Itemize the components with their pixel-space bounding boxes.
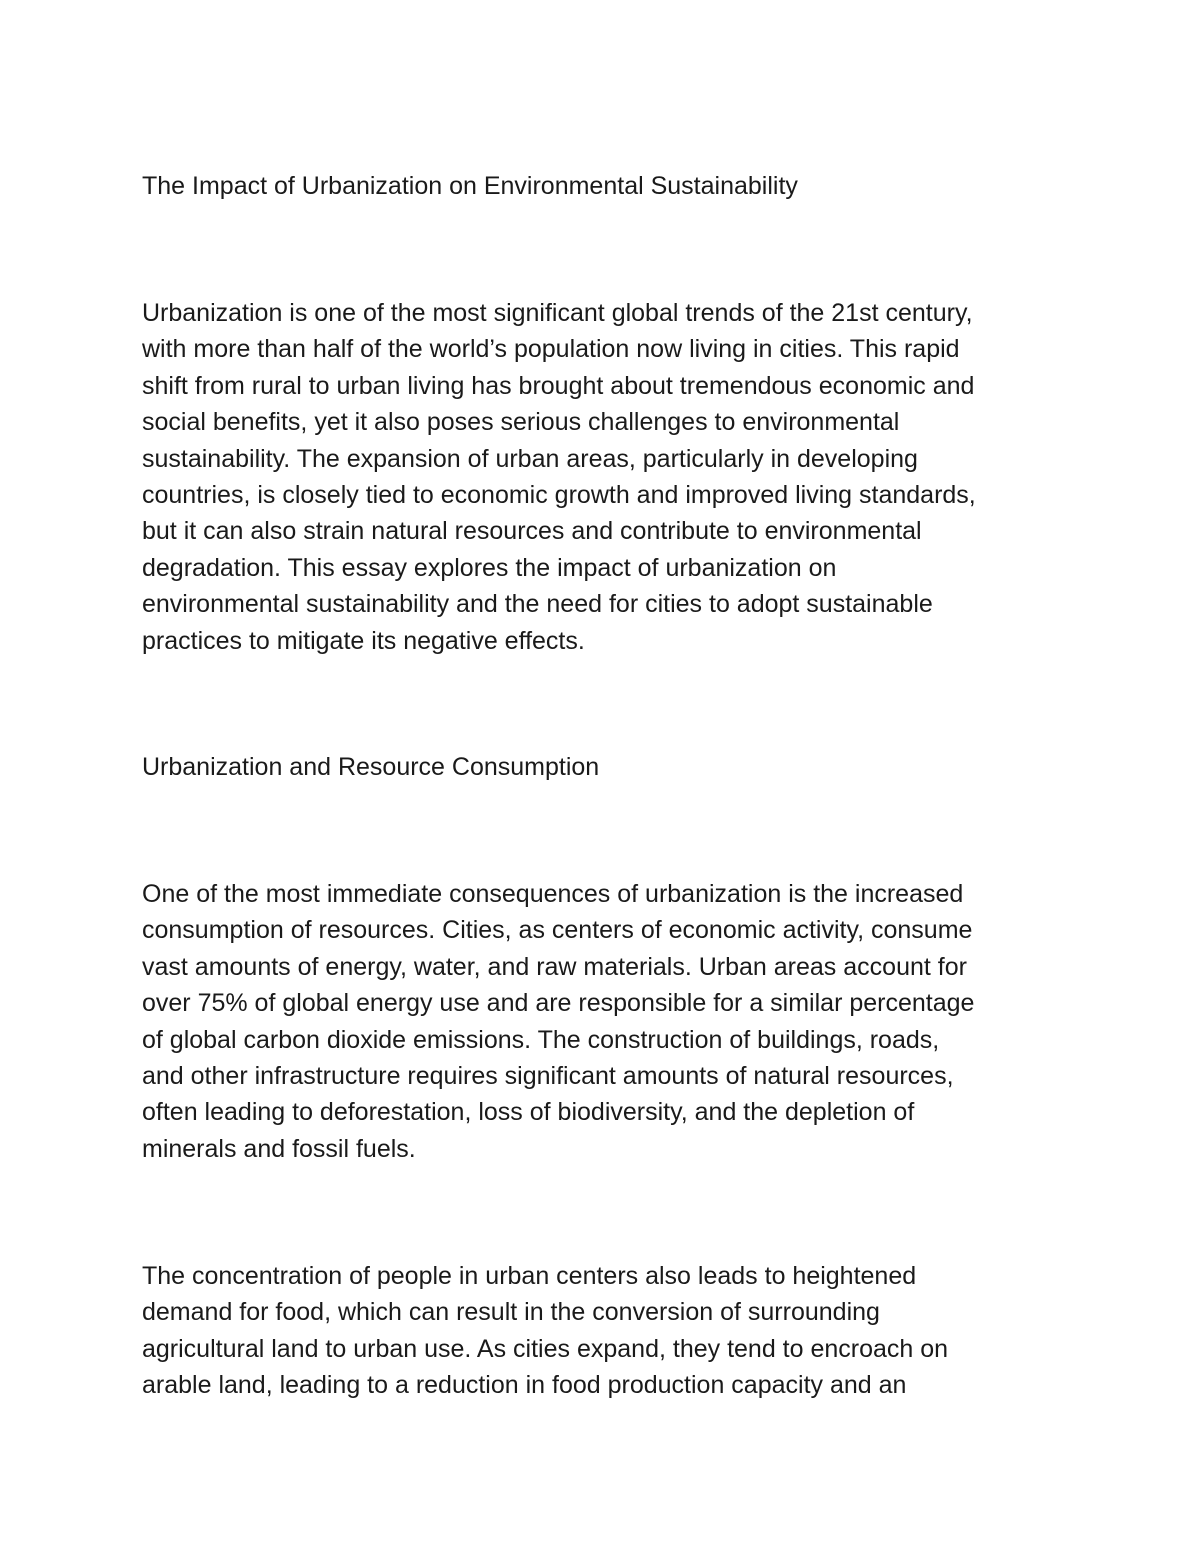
paragraph-line: One of the most immediate consequences of urbanization is the increased <box>142 880 964 908</box>
intro-paragraph <box>142 295 1072 659</box>
paragraph-line: with more than half of the world’s population now living in cities. This rapid <box>142 335 960 364</box>
paragraph-line: countries, is closely tied to economic growth and improved living standards, <box>142 481 976 510</box>
paragraph-line: and other infrastructure requires significant amounts of natural resources, <box>142 1062 954 1091</box>
consumption-paragraph <box>142 876 1072 1167</box>
paragraph-line: The concentration of people in urban centers also leads to heightened <box>142 1262 917 1290</box>
paragraph-line: agricultural land to urban use. As cities expand, they tend to encroach on <box>142 1334 949 1363</box>
food-demand-paragraph <box>142 1258 1072 1404</box>
paragraph-line: Urbanization is one of the most significant global trends of the 21st century, <box>142 299 973 327</box>
paragraph-line: degradation. This essay explores the impact of urbanization on <box>142 553 837 582</box>
paragraph-line: minerals and fossil fuels. <box>142 1134 416 1163</box>
paragraph-line: of global carbon dioxide emissions. The construction of buildings, roads, <box>142 1025 940 1054</box>
paragraph-line: but it can also strain natural resources and contribute to environmental <box>142 517 922 546</box>
paragraph-line: sustainability. The expansion of urban areas, particularly in developing <box>142 444 918 473</box>
paragraph-line: environmental sustainability and the need for cities to adopt sustainable <box>142 590 933 619</box>
paragraph-line: demand for food, which can result in the conversion of surrounding <box>142 1298 880 1327</box>
paragraph-line: vast amounts of energy, water, and raw materials. Urban areas account for <box>142 952 967 981</box>
paragraph-line: practices to mitigate its negative effects. <box>142 626 585 655</box>
paragraph-line: over 75% of global energy use and are responsible for a similar percentage <box>142 989 975 1018</box>
paragraph-line: arable land, leading to a reduction in food production capacity and an <box>142 1371 907 1400</box>
paragraph-line: shift from rural to urban living has brought about tremendous economic and <box>142 371 975 400</box>
paragraph-line: consumption of resources. Cities, as centers of economic activity, consume <box>142 916 973 945</box>
document-title: The Impact of Urbanization on Environmental Sustainability <box>142 172 798 200</box>
paragraph-line: social benefits, yet it also poses serious challenges to environmental <box>142 408 900 437</box>
paragraph-line: often leading to deforestation, loss of biodiversity, and the depletion of <box>142 1098 915 1127</box>
section-heading: Urbanization and Resource Consumption <box>142 753 600 781</box>
